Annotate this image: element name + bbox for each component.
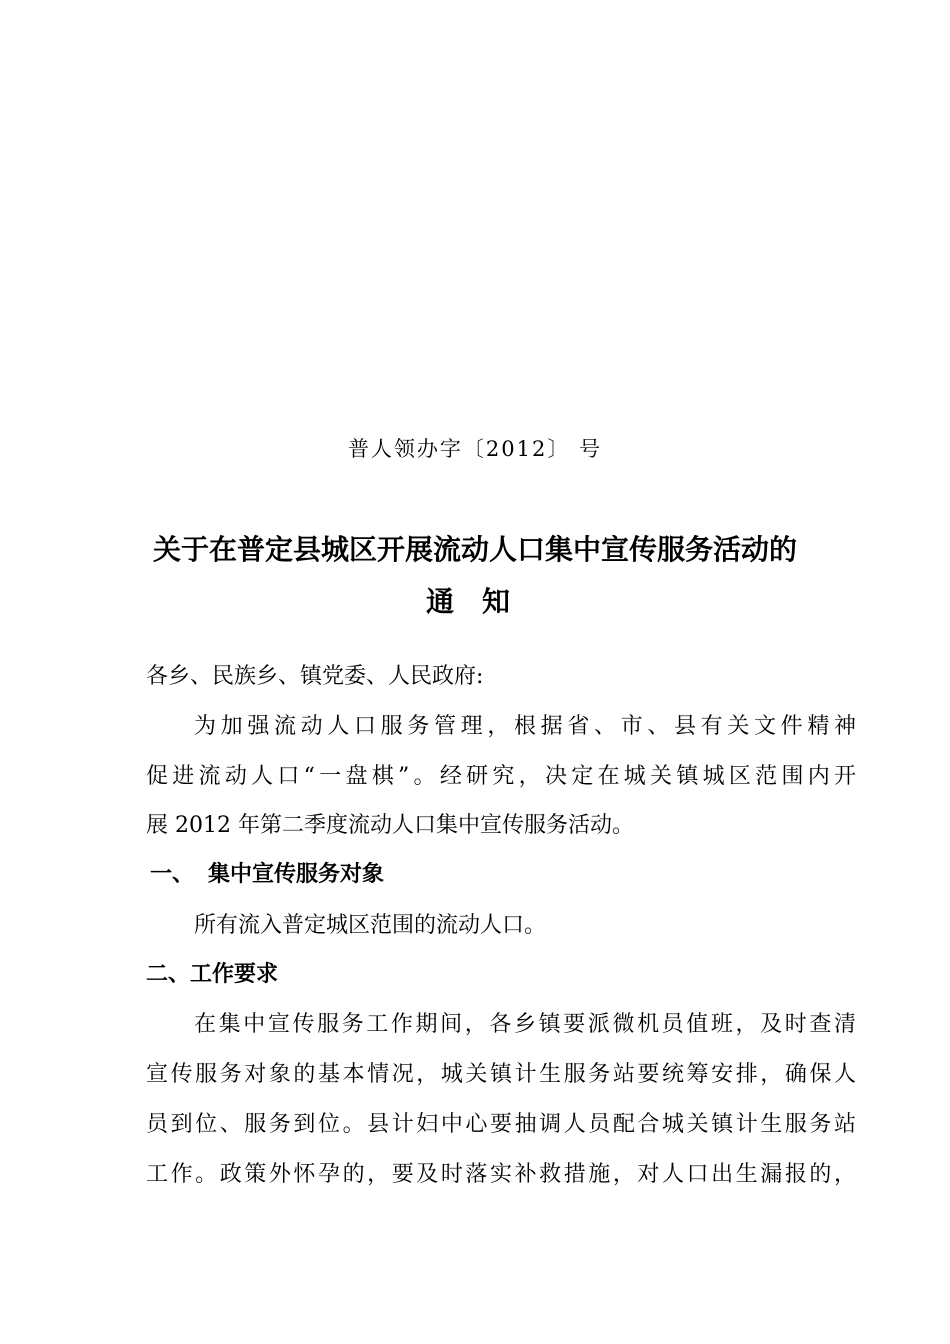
salutation: 各乡、民族乡、镇党委、人民政府: [146, 664, 484, 689]
section2-body-line: 员到位、服务到位。县计妇中心要抽调人员配合城关镇计生服务站 [146, 1112, 856, 1137]
section1-heading-text: 集中宣传服务对象 [208, 862, 385, 887]
section2-body-line: 在集中宣传服务工作期间，各乡镇要派微机员值班，及时查清 [194, 1012, 856, 1037]
document-title-line2: 通知 [425, 585, 538, 618]
section2-body-line: 工作。政策外怀孕的，要及时落实补救措施，对人口出生漏报的， [146, 1162, 856, 1187]
section2-number: 二、 [146, 962, 191, 987]
section2-heading [146, 957, 278, 988]
section1-body: 所有流入普定城区范围的流动人口。 [194, 913, 547, 938]
section1-number: 一、 [150, 862, 195, 887]
section2-heading-text: 工作要求 [190, 962, 279, 987]
intro-line: 展 2012 年第二季度流动人口集中宣传服务活动。 [146, 813, 634, 838]
section2-body-line: 宣传服务对象的基本情况，城关镇计生服务站要统筹安排，确保人 [146, 1062, 856, 1087]
section1-heading [150, 857, 384, 888]
intro-line: 为加强流动人口服务管理，根据省、市、县有关文件精神 [194, 714, 856, 739]
document-number: 普人领办字〔2012〕 号 [347, 437, 603, 461]
intro-line: 促进流动人口“一盘棋”。经研究，决定在城关镇城区范围内开 [146, 764, 856, 789]
document-title-line1: 关于在普定县城区开展流动人口集中宣传服务活动的 [152, 533, 797, 566]
